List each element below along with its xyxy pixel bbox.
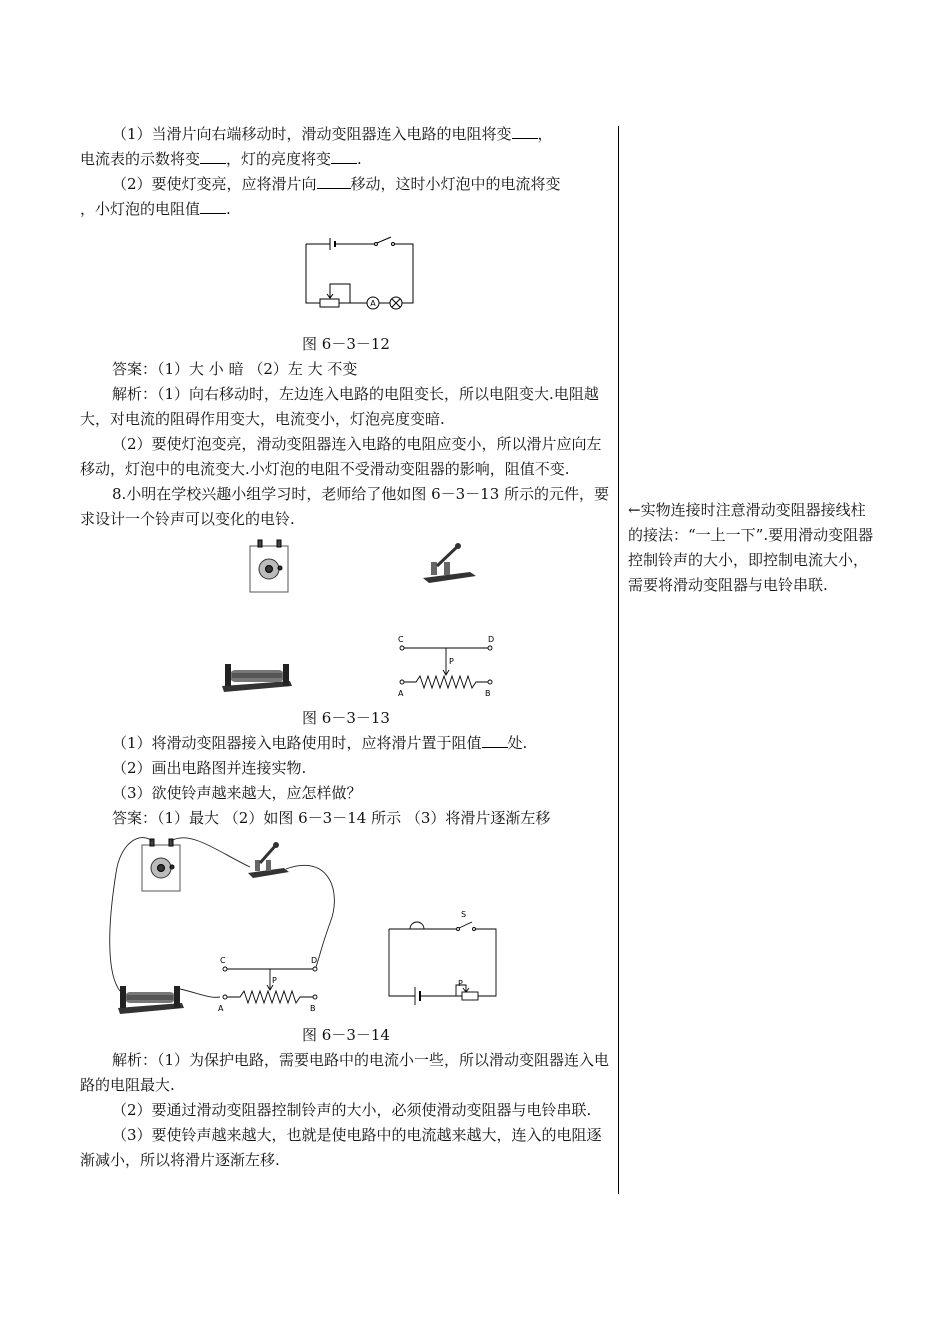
q7-part2: （2）要使灯变亮，应将滑片向 移动，这时小灯泡中的电流将变: [112, 175, 561, 193]
q8-sub2: （2）画出电路图并连接实物.: [112, 759, 307, 777]
connecting-wires: [110, 838, 335, 998]
figure-6-3-12: [80, 230, 612, 324]
label-c: C: [220, 956, 226, 965]
label-d: D: [488, 635, 495, 644]
switch-icon: [248, 842, 289, 878]
rheostat-real-icon: [118, 986, 184, 1014]
answer-blank: [482, 733, 508, 748]
answer-blank: [200, 199, 226, 214]
q8-stem: 8.小明在学校兴趣小组学习时，老师给了他如图 6－3－13 所示的元件，要求设计一个铃声可以变化的电铃.: [80, 485, 610, 528]
switch-icon: [423, 543, 476, 583]
label-a: A: [218, 1004, 224, 1013]
figure-caption-12: 图 6－3－12: [302, 335, 390, 353]
figure-6-3-13: [80, 536, 612, 702]
label-d: D: [311, 956, 318, 965]
column-divider: [618, 126, 619, 1194]
q8-analysis-3: （3）要使铃声越来越大，也就是使电路中的电流越来越大，连入的电阻逐渐减小，所以将滑片逐渐左移.: [80, 1126, 602, 1169]
answer-blank: [200, 149, 226, 164]
answer-blank: [512, 124, 538, 139]
q7-part1: （1）当滑片向右端移动时，滑动变阻器连入电路的电阻将变 ，: [112, 125, 553, 143]
q7-part2-cont: ，小灯泡的电阻值 .: [80, 200, 231, 218]
rheostat-symbol: [223, 967, 317, 1003]
label-b: B: [310, 1004, 316, 1013]
rheostat-symbol: [400, 646, 492, 688]
q8-sub1: （1）将滑动变阻器接入电路使用时，应将滑片置于阻值 处.: [112, 734, 528, 752]
bell-symbol-icon: [410, 922, 424, 929]
q8-analysis-2: （2）要通过滑动变阻器控制铃声的大小，必须使滑动变阻器与电铃串联.: [112, 1101, 592, 1119]
label-s: S: [461, 910, 467, 919]
label-b: B: [485, 689, 491, 698]
ammeter-label: A: [370, 299, 376, 308]
label-c: C: [398, 635, 404, 644]
electric-bell-icon: [142, 839, 180, 891]
rheostat-real-icon: [222, 664, 292, 692]
label-p-circuit: P: [458, 979, 463, 988]
answer-blank: [317, 174, 351, 189]
label-p: P: [449, 657, 454, 666]
label-a: A: [398, 689, 404, 698]
q8-analysis-1: 解析：（1）为保护电路，需要电路中的电流小一些，所以滑动变阻器连入电路的电阻最大.: [80, 1051, 610, 1094]
q8-sub3: （3）欲使铃声越来越大，应怎样做？: [112, 784, 362, 802]
figure-caption-14: 图 6－3－14: [302, 1026, 390, 1044]
q8-answer: 答案：（1）最大 （2）如图 6－3－14 所示 （3）将滑片逐渐左移: [112, 809, 551, 827]
main-column: [80, 122, 612, 1173]
figure-caption-13: 图 6－3－13: [302, 709, 390, 727]
figure-6-3-14: [80, 833, 612, 1019]
q7-analysis-1: 解析：（1）向右移动时，左边连入电路的电阻变长，所以电阻变大.电阻越大，对电流的阻碍作用变大，电流变小，灯泡亮度变暗.: [80, 385, 599, 428]
q7-part1-cont: 电流表的示数将变 ，灯的亮度将变 .: [80, 150, 362, 168]
side-note: ←实物连接时注意滑动变阻器接线柱的接法：“一上一下”.要用滑动变阻器控制铃声的大小，即控制电流大小，需要将滑动变阻器与电铃串联.: [628, 501, 874, 594]
label-p: P: [272, 976, 277, 985]
q7-answer: 答案：（1）大 小 暗 （2）左 大 不变: [112, 360, 358, 378]
q7-analysis-2: （2）要使灯泡变亮，滑动变阻器连入电路的电阻应变小，所以滑片应向左移动，灯泡中的电流变大.小灯泡的电阻不受滑动变阻器的影响，阻值不变.: [80, 435, 602, 478]
circuit-diagram: [389, 922, 496, 1005]
electric-bell-icon: [250, 540, 288, 592]
answer-blank: [331, 149, 357, 164]
